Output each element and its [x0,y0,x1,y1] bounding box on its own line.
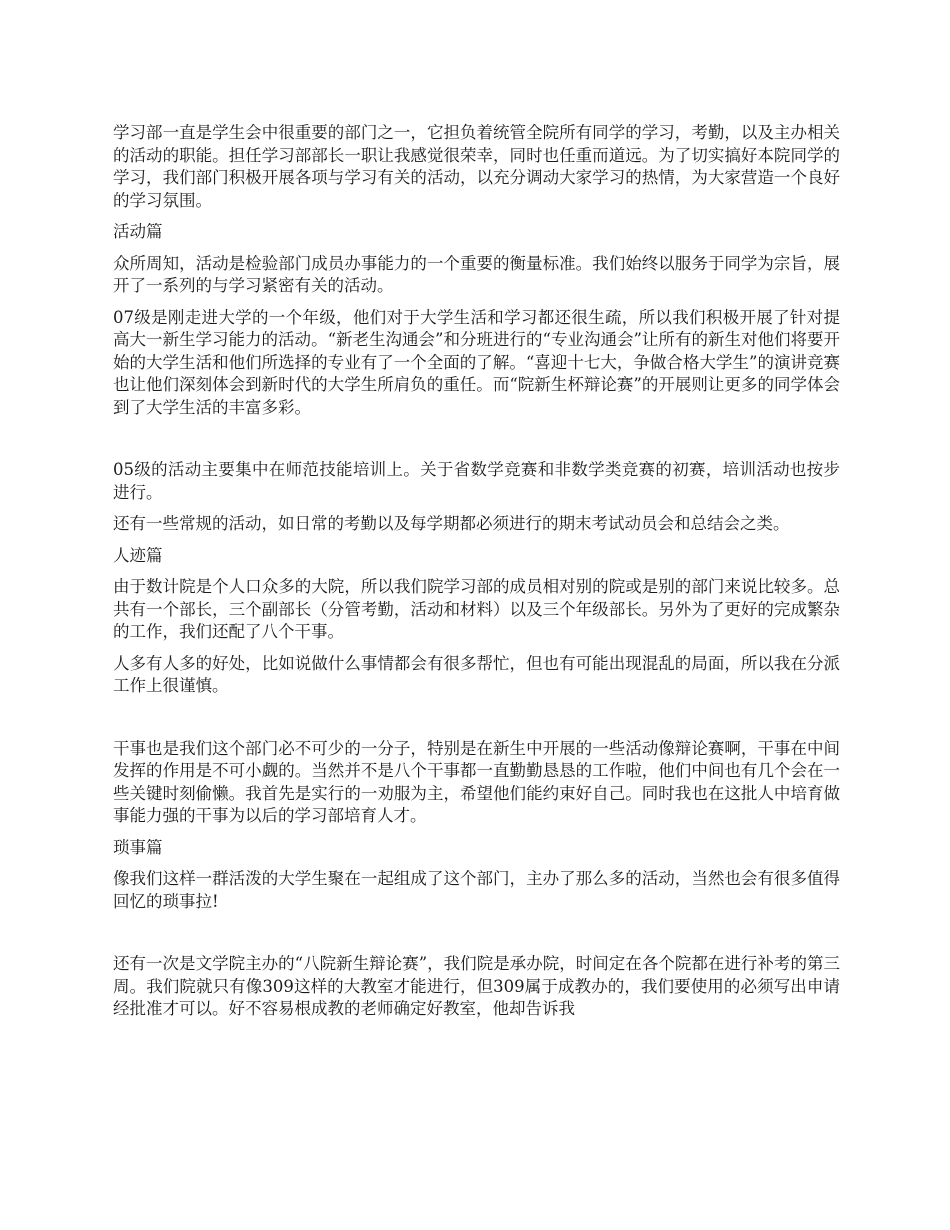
paragraph: 众所周知，活动是检验部门成员办事能力的一个重要的衡量标准。我们始终以服务于同学为宗旨，展开了一系列的与学习紧密有关的活动。 [113,253,840,295]
paragraph: 05级的活动主要集中在师范技能培训上。关于省数学竞赛和非数学类竞赛的初赛，培训活动也按步进行。 [113,460,840,502]
paragraph: 干事也是我们这个部门必不可少的一分子，特别是在新生中开展的一些活动像辩论赛啊，干事在中间发挥的作用是不可小觑的。当然并不是八个干事都一直勤勤恳恳的工作啦，他们中间也有几个会在一些关键时刻偷懒。我首先是实行的一劝服为主，希望他们能约束好自己。同时我也在这批人中培育做事能力强的干事为以后的学习部培育人才。 [113,738,840,825]
paragraph-gap [113,707,840,738]
paragraph-gap [113,922,840,953]
paragraph: 还有一次是文学院主办的“八院新生辩论赛”，我们院是承办院，时间定在各个院都在进行补考的第三周。我们院就只有像309这样的大教室才能进行，但309属于成教办的，我们要使用的必须写出申请经批准才可以。好不容易根成教的老师确定好教室，他却告诉我 [113,954,840,1018]
document-body [113,122,840,1030]
paragraph: 人多有人多的好处，比如说做什么事情都会有很多帮忙，但也有可能出现混乱的局面，所以我在分派工作上很谨慎。 [113,653,840,695]
section-heading-trivia: 琐事篇 [113,837,163,857]
paragraph: 由于数计院是个人口众多的大院，所以我们院学习部的成员相对别的院或是别的部门来说比较多。总共有一个部长，三个副部长（分管考勤，活动和材料）以及三个年级部长。另外为了更好的完成繁杂的工作，我们还配了八个干事。 [113,577,840,641]
paragraph: 07级是刚走进大学的一个年级，他们对于大学生活和学习都还很生疏，所以我们积极开展了针对提高大一新生学习能力的活动。“新老生沟通会”和分班进行的“专业沟通会”让所有的新生对他们将要开始的大学生活和他们所选择的专业有了一个全面的了解。“喜迎十七大，争做合格大学生”的演讲竞赛也让他们深刻体会到新时代的大学生所肩负的重任。而“院新生杯辩论赛”的开展则让更多的同学体会到了大学生活的丰富多彩。 [113,307,840,417]
section-heading-people: 人迹篇 [113,545,163,565]
paragraph: 像我们这样一群活泼的大学生聚在一起组成了这个部门，主办了那么多的活动，当然也会有很多值得回忆的琐事拉! [113,869,840,911]
paragraph-intro: 学习部一直是学生会中很重要的部门之一，它担负着统管全院所有同学的学习，考勤，以及主办相关的活动的职能。担任学习部部长一职让我感觉很荣幸，同时也任重而道远。为了切实搞好本院同学的学习，我们部门积极开展各项与学习有关的活动，以充分调动大家学习的热情，为大家营造一个良好的学习氛围。 [113,123,840,210]
section-heading-activities: 活动篇 [113,222,163,241]
paragraph-gap [113,428,840,459]
paragraph: 还有一些常规的活动，如日常的考勤以及每学期都必须进行的期末考试动员会和总结会之类。 [113,514,790,533]
